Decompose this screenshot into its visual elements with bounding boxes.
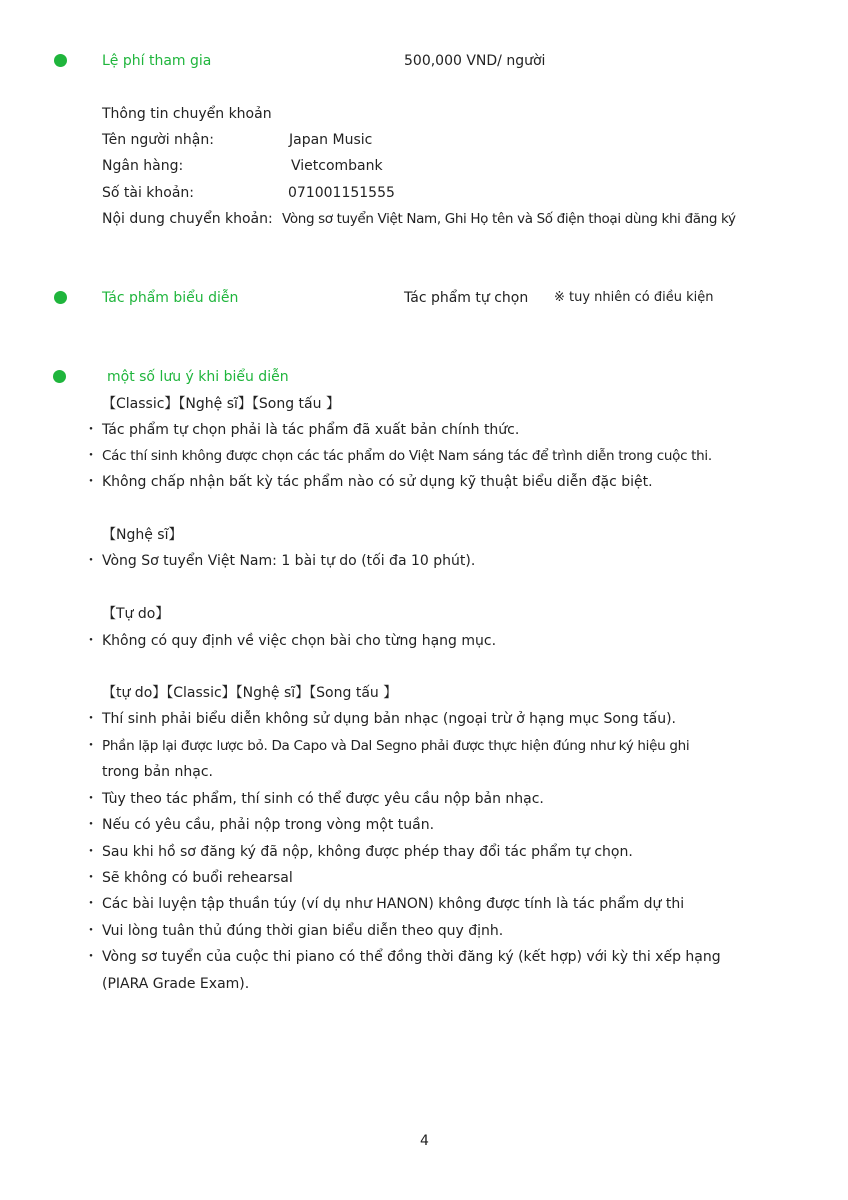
- list-item: Không chấp nhận bất kỳ tác phẩm nào có sử dụng kỹ thuật biểu diễn đặc biệt.: [102, 474, 653, 490]
- green-bullet-icon: [54, 54, 67, 67]
- bank-label: Ngân hàng:: [102, 158, 184, 174]
- list-item: Tùy theo tác phẩm, thí sinh có thể được yêu cầu nộp bản nhạc.: [102, 791, 544, 807]
- recipient-label: Tên người nhận:: [102, 132, 214, 148]
- list-item: Không có quy định về việc chọn bài cho từng hạng mục.: [102, 633, 497, 649]
- bullet-glyph: ・: [84, 553, 98, 569]
- list-item: Tác phẩm tự chọn phải là tác phẩm đã xuất bản chính thức.: [102, 422, 520, 438]
- list-item: Các bài luyện tập thuần túy (ví dụ như HANON) không được tính là tác phẩm dự thi: [102, 896, 685, 912]
- bullet-glyph: ・: [84, 711, 98, 727]
- bullet-glyph: ・: [84, 422, 98, 438]
- transfer-content-label: Nội dung chuyển khoản:: [102, 211, 273, 227]
- section-header-artist: 【Nghệ sĩ】: [102, 527, 183, 543]
- list-item: Thí sinh phải biểu diễn không sử dụng bản nhạc (ngoại trừ ở hạng mục Song tấu).: [102, 711, 676, 727]
- bullet-glyph: ・: [84, 474, 98, 490]
- bullet-glyph: ・: [84, 791, 98, 807]
- list-item: Vòng sơ tuyển của cuộc thi piano có thể đồng thời đăng ký (kết hợp) với kỳ thi xếp hạng: [102, 949, 721, 965]
- bullet-glyph: ・: [84, 633, 98, 649]
- green-bullet-icon: [54, 291, 67, 304]
- list-item: Sẽ không có buổi rehearsal: [102, 870, 293, 886]
- green-bullet-icon: [53, 370, 66, 383]
- page-number: 4: [420, 1133, 429, 1149]
- list-item-continuation: (PIARA Grade Exam).: [102, 976, 250, 992]
- repertoire-label: Tác phẩm biểu diễn: [102, 290, 239, 306]
- bullet-glyph: ・: [84, 844, 98, 860]
- fee-value: 500,000 VND/ người: [404, 53, 546, 69]
- account-label: Số tài khoản:: [102, 185, 195, 201]
- section-header-free: 【Tự do】: [102, 606, 170, 622]
- recipient-value: Japan Music: [289, 132, 373, 148]
- transfer-content-value: Vòng sơ tuyển Việt Nam, Ghi Họ tên và Số điện thoại dùng khi đăng ký: [282, 211, 736, 227]
- list-item: Nếu có yêu cầu, phải nộp trong vòng một tuần.: [102, 817, 435, 833]
- notes-label: một số lưu ý khi biểu diễn: [107, 369, 289, 385]
- repertoire-note: ※ tuy nhiên có điều kiện: [554, 290, 714, 305]
- bullet-glyph: ・: [84, 923, 98, 939]
- bullet-glyph: ・: [84, 896, 98, 912]
- repertoire-value: Tác phẩm tự chọn: [404, 290, 529, 306]
- fee-label: Lệ phí tham gia: [102, 53, 212, 69]
- bullet-glyph: ・: [84, 949, 98, 965]
- transfer-heading: Thông tin chuyển khoản: [102, 106, 272, 122]
- list-item-continuation: trong bản nhạc.: [102, 764, 213, 780]
- account-value: 071001151555: [288, 185, 395, 201]
- list-item: Phần lặp lại được lược bỏ. Da Capo và Dal Segno phải được thực hiện đúng như ký hiệu ghi: [102, 738, 690, 754]
- bullet-glyph: ・: [84, 448, 98, 464]
- bullet-glyph: ・: [84, 870, 98, 886]
- bullet-glyph: ・: [84, 738, 98, 754]
- section-header-classic: 【Classic】【Nghệ sĩ】【Song tấu 】: [102, 396, 340, 412]
- list-item: Các thí sinh không được chọn các tác phẩm do Việt Nam sáng tác để trình diễn trong cuộc thi.: [102, 448, 712, 464]
- list-item: Vui lòng tuân thủ đúng thời gian biểu diễn theo quy định.: [102, 923, 504, 939]
- list-item: Vòng Sơ tuyển Việt Nam: 1 bài tự do (tối đa 10 phút).: [102, 553, 476, 569]
- bank-value: Vietcombank: [291, 158, 383, 174]
- list-item: Sau khi hồ sơ đăng ký đã nộp, không được phép thay đổi tác phẩm tự chọn.: [102, 844, 633, 860]
- bullet-glyph: ・: [84, 817, 98, 833]
- section-header-all: 【tự do】【Classic】【Nghệ sĩ】【Song tấu 】: [102, 685, 398, 701]
